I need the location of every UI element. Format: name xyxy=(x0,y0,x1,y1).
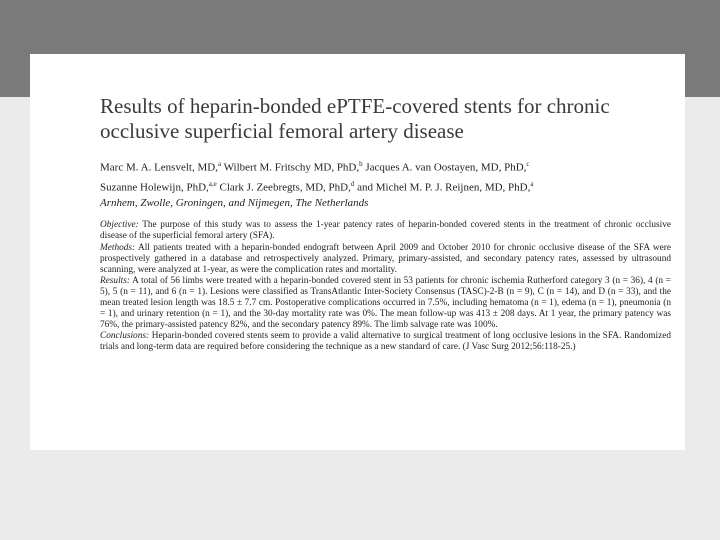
section-heading: Conclusions: xyxy=(100,331,150,342)
abstract-objective xyxy=(100,220,671,242)
author-name: Marc M. A. Lensvelt, MD, xyxy=(100,161,218,174)
author-affiliation-mark: a xyxy=(530,179,534,188)
abstract-conclusions xyxy=(100,331,671,353)
section-text: Heparin-bonded covered stents seem to provide a valid alternative to surgical treatment of long occlusive lesions in the SFA. Randomized trials and long-term data are required before considering the technique as a new standard of care. (J Vasc Surg 2012;56:118-25.) xyxy=(100,331,671,353)
paper-title: Results of heparin-bonded ePTFE-covered stents for chronic occlusive superficial femoral artery disease xyxy=(100,94,610,143)
paper-page xyxy=(30,54,685,450)
abstract-results xyxy=(100,276,671,331)
section-text: The purpose of this study was to assess the 1-year patency rates of heparin-bonded covered stents in the treatment of chronic occlusive disease of the superficial femoral artery (SFA). xyxy=(100,220,671,242)
abstract-methods xyxy=(100,243,671,276)
author-name: Clark J. Zeebregts, MD, PhD, xyxy=(216,181,351,194)
author-affiliation-mark: c xyxy=(526,160,530,168)
author-affiliation-mark: b xyxy=(359,160,363,168)
author-affiliation-mark: d xyxy=(350,179,355,188)
author-affiliation-mark: a xyxy=(217,160,222,168)
affiliation: Arnhem, Zwolle, Groningen, and Nijmegen, The Netherlands xyxy=(100,197,369,210)
section-text: All patients treated with a heparin-bonded endograft between April 2009 and October 2010 for chronic occlusive disease of the SFA were prospectively gathered in a database and retrospectively analyzed. Primary, primary-assisted, and secondary patency rates, assessed by ultrasound scanning, were analyzed at 1-year, as were the complication rates and mortality. xyxy=(100,242,671,275)
section-heading: Results: xyxy=(100,275,130,286)
section-heading: Methods: xyxy=(100,242,136,253)
author-name: Suzanne Holewijn, PhD, xyxy=(100,181,209,194)
author-name: and Michel M. P. J. Reijnen, MD, PhD, xyxy=(354,181,531,194)
abstract xyxy=(100,220,671,353)
author-list xyxy=(100,156,671,195)
section-heading: Objective: xyxy=(100,220,139,231)
author-affiliation-mark: a,e xyxy=(208,179,217,188)
author-name: Wilbert M. Fritschy MD, PhD, xyxy=(221,161,360,174)
author-name: Jacques A. van Oostayen, MD, PhD, xyxy=(362,161,527,174)
section-text: A total of 56 limbs were treated with a heparin-bonded covered stent in 53 patients for chronic ischemia Rutherford category 3 (n = 36), 4 (n = 5), 5 (n = 11), and 6 (n = 1). Lesions were classified as TransAtlantic Inter-Society Consensus (TASC)-2-B (n = 9), C (n = 14), and D (n = 33), and the mean treated lesion length was 18.5 ± 7.7 cm. Postoperative complications occurred in 7.5%, including hematoma (n = 1), edema (n = 1), pneumonia (n = 1), and urinary retention (n = 1), and the 30-day mortality rate was 0%. The mean follow-up was 413 ± 208 days. At 1 year, the primary patency was 76%, the primary-assisted patency 82%, and the secondary patency 89%. The limb salvage rate was 100%. xyxy=(100,275,671,331)
